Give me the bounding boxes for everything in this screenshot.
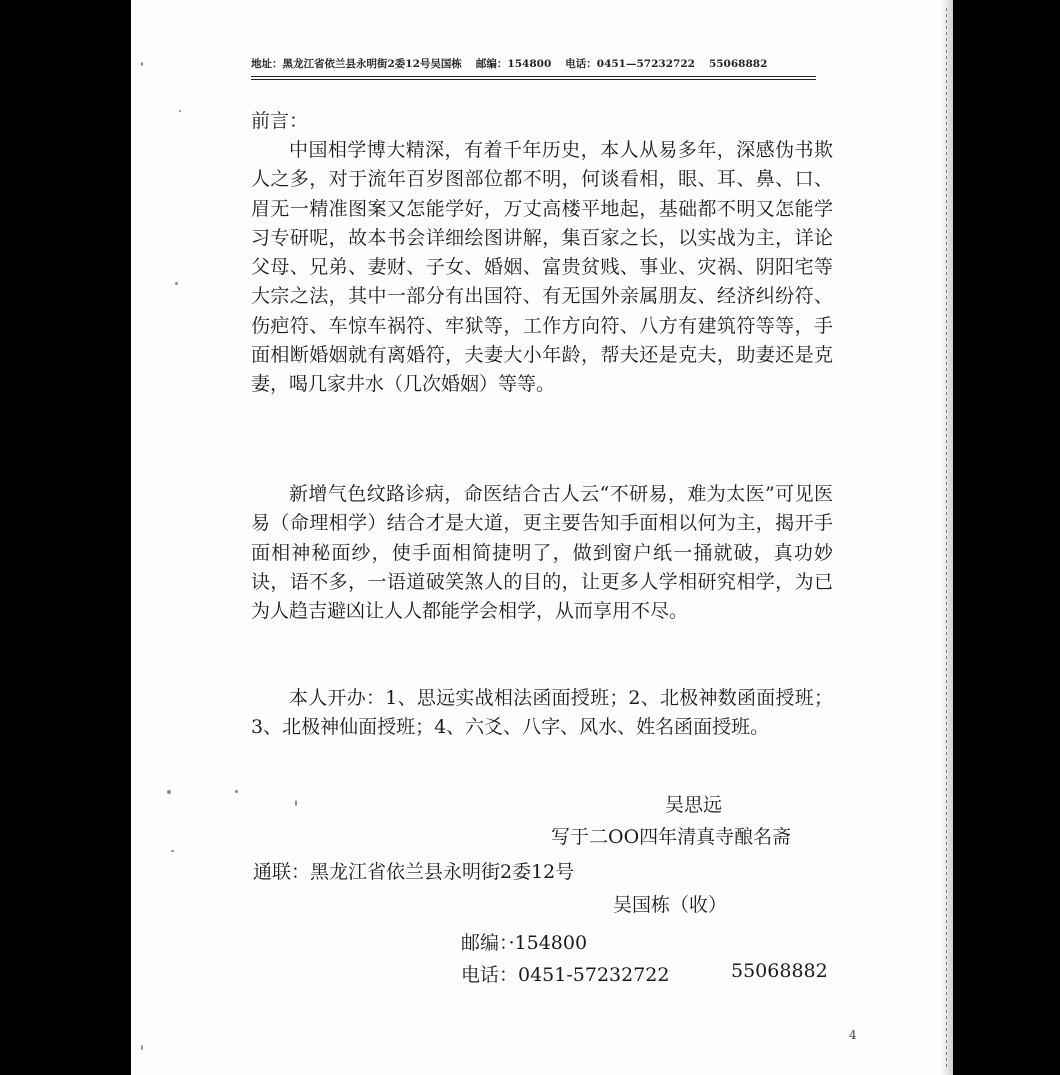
contact-name: 吴国栋（收）	[613, 894, 728, 916]
paragraph-2: 新增气色纹路诊病，命医结合古人云“不研易，难为太医”可见医易（命理相学）结合才是大道，更主要告知手面相以何为主，揭开手面相神秘面纱，使手面相简捷明了，做到窗户纸一捅就破，真功妙诀，语不多，一语道破笑煞人的目的，让更多人学相研究相学，为已为人趋吉避凶让人人都能学会相学，从而享用不尽。	[251, 483, 833, 623]
contact-phone: 电话：0451-57232722	[461, 964, 670, 986]
signature-author: 吴思远	[665, 794, 723, 816]
contact-zip: 邮编：·154800	[461, 932, 588, 954]
paragraph-1: 中国相学博大精深，有着千年历史，本人从易多年，深感伪书欺人之多，对于流年百岁图部位都不明，何谈看相，眼、耳、鼻、口、眉无一精准图案又怎能学好，万丈高楼平地起，基础都不明又怎能学习专研呢，故本书会详细绘图讲解，集百家之长，以实战为主，详论父母、兄弟、妻财、子女、婚姻、富贵贫贱、事业、灾祸、阴阳宅等大宗之法，其中一部分有出国符、有无国外亲属朋友、经济纠纷符、伤疤符、车惊车祸符、牢狱等，工作方向符、八方有建筑符等等，手面相断婚姻就有离婚符，夫妻大小年龄，帮夫还是克夫，助妻还是克妻，喝几家井水（几次婚姻）等等。	[251, 139, 833, 396]
scan-speck	[179, 110, 181, 112]
contact-address: 通联：黑龙江省依兰县永明街2委12号	[253, 861, 575, 883]
header-rule-thin	[251, 79, 816, 80]
page-edge-shadow	[941, 0, 953, 1075]
header-zip: 邮编：154800	[475, 58, 552, 70]
paragraph-3: 本人开办：1、思远实战相法函面授班；2、北极神数函面授班；3、北极神仙面授班；4、六爻、八字、风水、姓名函面授班。	[251, 687, 833, 739]
page-edge-line	[946, 8, 947, 1068]
page-header	[251, 56, 814, 71]
signature-written: 写于二OO四年清真寺酿名斋	[551, 826, 792, 848]
header-phone: 电话：0451—57232722	[565, 58, 695, 70]
contact-phone2: 55068882	[731, 960, 828, 982]
document-page	[131, 0, 953, 1075]
header-phone2: 55068882	[708, 58, 768, 70]
header-address: 地址：黑龙江省依兰县永明街2委12号吴国栋	[251, 58, 462, 70]
scan-speck	[235, 790, 238, 793]
header-rule	[251, 76, 816, 77]
scan-speck	[171, 850, 174, 852]
scan-speck	[141, 1045, 143, 1050]
scan-speck	[295, 800, 297, 806]
page-title: 前言：	[251, 110, 309, 132]
scan-speck	[175, 282, 178, 285]
scan-speck	[141, 62, 143, 66]
scan-speck	[167, 790, 171, 794]
page-number: 4	[849, 1028, 857, 1042]
